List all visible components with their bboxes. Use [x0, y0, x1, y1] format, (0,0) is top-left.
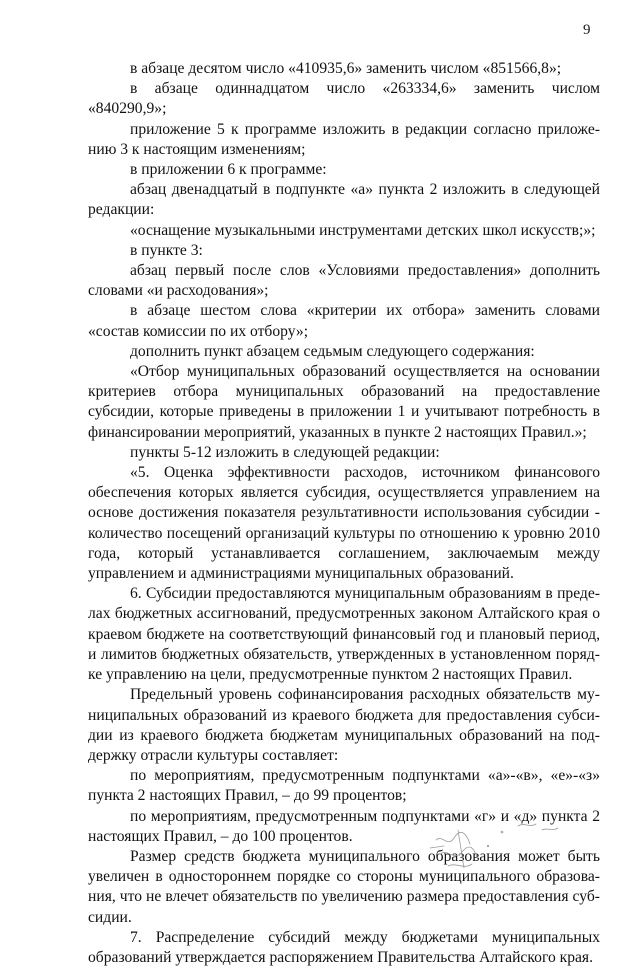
paragraph-13: «5. Оценка эффективности расходов, источником финансового обеспечения которых является субсидия, осуществляется управлением на основе достижения показателя результативности использования субсидии - количество посещений организаций культуры по отношению к уровню 2010 года, который устанавливается соглашением, заключаемым между управлением и администрациями муниципальных образований.: [88, 464, 600, 583]
paragraph-8: абзац первый после слов «Условиями предоставления» дополнить словами «и расходования»;: [88, 262, 600, 300]
paragraph-10: дополнить пункт абзацем седьмым следующего содержания:: [130, 342, 535, 360]
page-number: 9: [583, 22, 591, 38]
paragraph-17: по мероприятиям, предусмотренным подпунктами «г» и «д» пункта 2 настоящих Правил, – до 100 процентов.: [88, 807, 600, 845]
paragraph-4: в приложении 6 к программе:: [130, 161, 327, 179]
paragraph-14: 6. Субсидии предоставляются муниципальным образованиям в пределах бюджетных ассигнований, предусмотренных законом Алтайского края о краевом бюджете на соответствующий финансовый год и плановый период, и лимитов бюджетных обязательств, утвержденных в установленном порядке управлению на цели, предусмотренные пунктом 2 настоящих Правил.: [88, 585, 600, 684]
paragraph-1: в абзаце десятом число «410935,6» заменить числом «851566,8»;: [130, 60, 562, 77]
paragraph-3: приложение 5 к программе изложить в редакции согласно приложению 3 к настоящим изменениям;: [88, 120, 600, 158]
paragraph-12: пункты 5-12 изложить в следующей редакции:: [130, 443, 440, 461]
stamp-mark-icon: [418, 818, 568, 878]
paragraph-11: «Отбор муниципальных образований осуществляется на основании критериев отбора муниципальных образований на предоставление субсидии, которые приведены в приложении 1 и учитывают потребность в финансировании мероприятий, указанных в пункте 2 настоящих Правил.»;: [88, 363, 600, 441]
paragraph-5: абзац двенадцатый в подпункте «а» пункта 2 изложить в следующей редакции:: [88, 181, 600, 219]
paragraph-15: Предельный уровень софинансирования расходных обязательств муниципальных образований из краевого бюджета для предоставления субсидии из краевого бюджета бюджетам муниципальных образований на поддержку отрасли культуры составляет:: [88, 686, 600, 764]
paragraph-2: в абзаце одиннадцатом число «263334,6» заменить числом «840290,9»;: [88, 80, 600, 118]
paragraph-6: «оснащение музыкальными инструментами детских школ искусств;»;: [130, 221, 596, 239]
paragraph-18: Размер средств бюджета муниципального образования может быть увеличен в одностороннем порядке со стороны муниципального образования, что не влечет обязательств по увеличению размера предоставления субсидии.: [88, 847, 600, 926]
paragraph-7: в пункте 3:: [130, 241, 203, 259]
paragraph-19: 7. Распределение субсидий между бюджетами муниципальных образований утверждается распоряжением Правительства Алтайского края.: [88, 928, 600, 966]
paragraph-16: по мероприятиям, предусмотренным подпунктами «а»-«в», «е»-«з» пункта 2 настоящих Правил, – до 99 процентов;: [88, 767, 600, 805]
paragraph-9: в абзаце шестом слова «критерии их отбора» заменить словами «состав комиссии по их отбору»;: [88, 302, 600, 340]
